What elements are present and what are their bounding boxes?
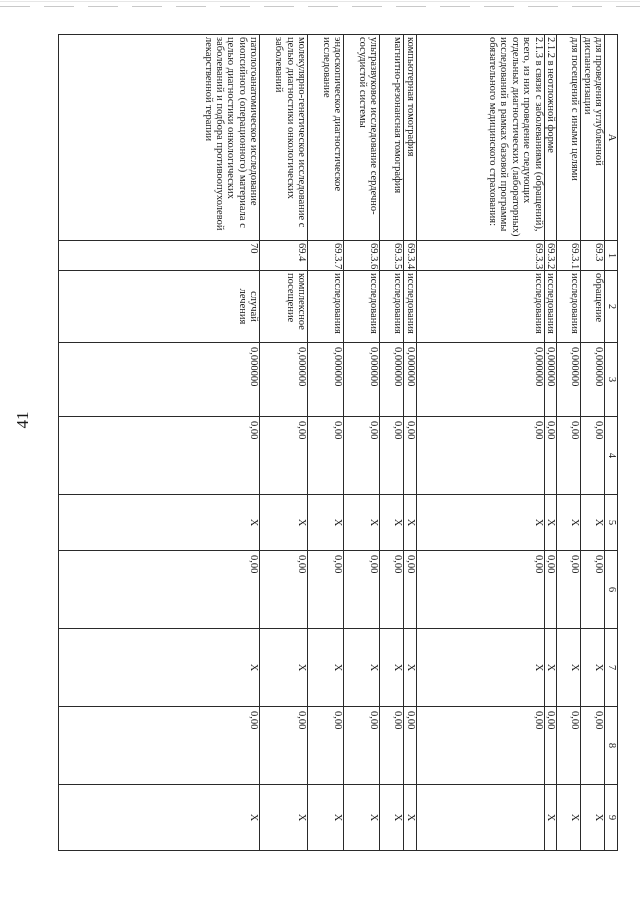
row-unit: комплексное посещение — [260, 271, 308, 343]
row-value: 0,00 — [380, 417, 404, 495]
row-unit: исследования — [544, 271, 556, 343]
row-value: 0,00 — [344, 551, 380, 629]
row-mark: X — [59, 785, 260, 851]
table-header-cell: 3 — [605, 343, 618, 417]
table-header-cell: 9 — [605, 785, 618, 851]
row-mark: X — [581, 785, 605, 851]
row-mark: X — [416, 629, 544, 707]
row-label: для проведения углубленной диспансеризации — [581, 35, 605, 241]
row-code: 70 — [59, 241, 260, 271]
row-value: 0,000000 — [544, 343, 556, 417]
row-value: 0,000000 — [260, 343, 308, 417]
row-value: 0,00 — [380, 707, 404, 785]
row-mark: X — [260, 495, 308, 551]
row-mark: X — [380, 629, 404, 707]
table-header-cell: A — [605, 35, 618, 241]
table-header-cell: 8 — [605, 707, 618, 785]
row-label: компьютерная томография — [404, 35, 416, 241]
row-mark: X — [581, 629, 605, 707]
row-value: 0,00 — [404, 417, 416, 495]
row-value: 0,00 — [344, 707, 380, 785]
row-label: ультразвуковое исследование сердечно-сосудистой системы — [344, 35, 380, 241]
table-row — [260, 35, 308, 851]
row-value: 0,00 — [581, 417, 605, 495]
table-row — [416, 35, 544, 851]
table-row — [308, 35, 344, 851]
row-value: 0,00 — [260, 551, 308, 629]
row-mark: X — [544, 629, 556, 707]
row-mark: X — [308, 495, 344, 551]
row-mark: X — [344, 495, 380, 551]
row-value: 0,000000 — [557, 343, 581, 417]
row-value: 0,00 — [59, 551, 260, 629]
row-mark: X — [404, 629, 416, 707]
row-label: 2.1.2 в неотложной форме — [544, 35, 556, 241]
row-value: 0,00 — [260, 707, 308, 785]
row-value: 0,00 — [557, 417, 581, 495]
row-value: 0,00 — [416, 707, 544, 785]
row-mark: X — [557, 629, 581, 707]
row-mark: X — [260, 785, 308, 851]
scan-artifact-dashes — [0, 6, 640, 7]
row-mark: X — [544, 785, 556, 851]
row-value: 0,00 — [308, 707, 344, 785]
row-code: 69.4 — [260, 241, 308, 271]
row-unit: исследования — [308, 271, 344, 343]
row-value: 0,00 — [308, 551, 344, 629]
table-row — [544, 35, 556, 851]
row-mark — [416, 785, 544, 851]
row-mark: X — [344, 629, 380, 707]
row-mark: X — [308, 629, 344, 707]
table-header-row — [605, 35, 618, 851]
row-value: 0,00 — [544, 707, 556, 785]
row-value: 0,00 — [380, 551, 404, 629]
row-value: 0,00 — [344, 417, 380, 495]
rotated-table-container — [58, 34, 618, 850]
table-header-cell: 2 — [605, 271, 618, 343]
row-code: 69.3.7 — [308, 241, 344, 271]
row-unit: исследования — [344, 271, 380, 343]
row-label: магнитно-резонансная томография — [380, 35, 404, 241]
row-unit: обращение — [581, 271, 605, 343]
row-value: 0,000000 — [380, 343, 404, 417]
row-value: 0,00 — [557, 551, 581, 629]
row-mark: X — [416, 495, 544, 551]
row-label: для посещений с иными целями — [557, 35, 581, 241]
row-label: эндоскопическое диагностическое исследование — [308, 35, 344, 241]
row-mark: X — [557, 495, 581, 551]
row-mark: X — [404, 495, 416, 551]
table-header-cell: 1 — [605, 241, 618, 271]
row-value: 0,00 — [416, 551, 544, 629]
row-mark: X — [380, 785, 404, 851]
row-mark: X — [260, 629, 308, 707]
row-code: 69.3.5 — [380, 241, 404, 271]
row-value: 0,00 — [557, 707, 581, 785]
row-code: 69.3.3 — [416, 241, 544, 271]
row-unit: исследования — [557, 271, 581, 343]
row-label: молекулярно-генетическое исследование с целью диагностики онкологических заболеваний — [260, 35, 308, 241]
row-value: 0,000000 — [581, 343, 605, 417]
table-header-cell: 6 — [605, 551, 618, 629]
table-row — [59, 35, 260, 851]
table-header-cell: 7 — [605, 629, 618, 707]
row-mark: X — [380, 495, 404, 551]
row-code: 69.3.4 — [404, 241, 416, 271]
row-value: 0,000000 — [404, 343, 416, 417]
row-label: патологоанатомическое исследование биопсийного (операционного) материала с целью диагностики онкологических заболеваний и подбора противоопухолевой лекарственной терапии — [59, 35, 260, 241]
table-header-cell: 4 — [605, 417, 618, 495]
row-value: 0,00 — [308, 417, 344, 495]
row-mark: X — [59, 629, 260, 707]
table-row — [404, 35, 416, 851]
row-value: 0,00 — [260, 417, 308, 495]
row-mark: X — [557, 785, 581, 851]
row-value: 0,00 — [581, 551, 605, 629]
row-unit: исследования — [380, 271, 404, 343]
row-value: 0,00 — [416, 417, 544, 495]
row-unit: исследования — [404, 271, 416, 343]
row-mark: X — [581, 495, 605, 551]
row-value: 0,00 — [404, 707, 416, 785]
row-mark: X — [404, 785, 416, 851]
row-value: 0,00 — [544, 551, 556, 629]
row-code: 69.3.1 — [557, 241, 581, 271]
row-mark: X — [344, 785, 380, 851]
row-unit: случай лечения — [59, 271, 260, 343]
row-code: 69.3.6 — [344, 241, 380, 271]
row-value: 0,00 — [404, 551, 416, 629]
table-row — [557, 35, 581, 851]
row-value: 0,000000 — [344, 343, 380, 417]
row-value: 0,000000 — [416, 343, 544, 417]
scan-artifact-top — [0, 1, 640, 2]
row-mark: X — [59, 495, 260, 551]
row-mark: X — [544, 495, 556, 551]
row-code: 69.3.2 — [544, 241, 556, 271]
row-value: 0,00 — [59, 707, 260, 785]
row-value: 0,000000 — [308, 343, 344, 417]
table-row — [380, 35, 404, 851]
row-value: 0,00 — [59, 417, 260, 495]
row-code: 69.3 — [581, 241, 605, 271]
row-unit: исследования — [416, 271, 544, 343]
row-value: 0,00 — [544, 417, 556, 495]
row-label: 2.1.3 в связи с заболеваниями (обращений), всего, из них проведение следующих отдельных диагностических (лабораторных) исследований в рамках базовой программы обязательного медицинского страхования: — [416, 35, 544, 241]
data-table — [58, 34, 618, 851]
table-row — [581, 35, 605, 851]
row-value: 0,00 — [581, 707, 605, 785]
table-row — [344, 35, 380, 851]
row-value: 0,000000 — [59, 343, 260, 417]
page-number: 41 — [13, 411, 32, 429]
row-mark: X — [308, 785, 344, 851]
table-header-cell: 5 — [605, 495, 618, 551]
